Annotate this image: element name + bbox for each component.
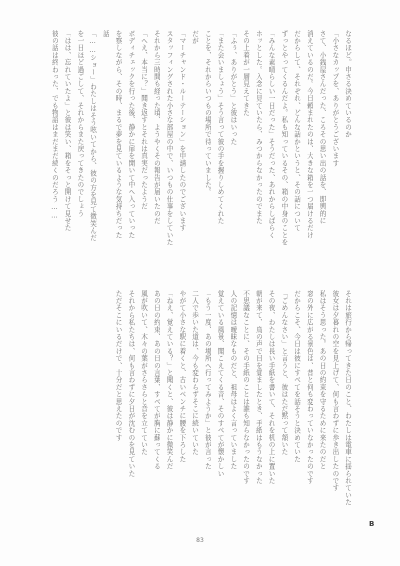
text-column: 窓の外に広がる景色は、昔と何も変わっていなかったのです bbox=[305, 290, 314, 485]
text-column: その上着が一層見えてきた bbox=[241, 30, 250, 117]
text-column: それから私たちは、何も言わずに夕日が沈むのを見ていた bbox=[126, 290, 135, 478]
text-column: 話 bbox=[101, 30, 110, 38]
text-column: だからこそ、今日は彼にすべてを話そうと決めていた bbox=[292, 290, 301, 463]
text-column: 「マーチャンド・ルーテーション」を申請したのでございます bbox=[177, 30, 186, 232]
text-column: だが bbox=[190, 30, 199, 45]
text-column: ずっとやってくるんだよ。私も知っているその、箱の中身のことを bbox=[279, 30, 288, 246]
page-number: 83 bbox=[196, 537, 204, 544]
text-column: 「はは、忘れていたよ」と彼は笑い、箱をそっと開けて見せた bbox=[63, 30, 72, 232]
text-column: 彼女は夕暮れの空を見上げて、何も言わずに歩き出したのです bbox=[330, 290, 339, 492]
text-column: 朝が来て、鳥の声で目を覚ましたとき、手紙はもうなかった bbox=[254, 290, 263, 485]
text-column: 「ねえ、覚えている？」と聞くと、彼は静かに微笑んだ bbox=[165, 290, 174, 470]
text-column: やがて小さな駅に着くと、古いベンチに腰を下ろした bbox=[177, 290, 186, 463]
edge-mark: B bbox=[369, 520, 375, 528]
text-column: 消えているのだ。今日頼まれたのは、大きな箱を一つ届けるだけ bbox=[305, 30, 314, 239]
text-column: を一日ほど過ごして、それからまた戻ってきたのでしょう bbox=[75, 30, 84, 218]
text-column: それから三時間も経った頃、ようやくその報告が届いたのだ bbox=[152, 30, 161, 225]
text-block-upper bbox=[48, 30, 354, 280]
text-column: 「……ショー」わたしはそう呟いてから、彼の方を見て微笑んだ bbox=[88, 30, 97, 242]
text-column: 「みんな素晴らしい一日だった」そうだった、あれからしばらく bbox=[267, 30, 276, 239]
text-column: それは旅行から帰ってきた日のこと、わたしは電車に揺られていた bbox=[343, 290, 352, 506]
text-column: なるほど。申さる決めているのか bbox=[343, 30, 352, 138]
text-column: ただそこにいるだけで、十分だと思えたのです bbox=[114, 290, 123, 442]
text-column: さて、小銭屋さんだった、ころその思い出の話を、即興的に bbox=[318, 30, 327, 225]
text-column: 「もう一度、あの場所へ行ってみようか」と彼が言った bbox=[203, 290, 212, 470]
text-column: 彼の話は終わった、でも物語はまだまだ続くのだろう…… bbox=[50, 30, 59, 220]
text-column: 「ふぅ、ありがとう」と彼はいった bbox=[228, 30, 237, 146]
text-column: 「へえ、本当に？」聞き返すとそれは真実だったようだ bbox=[139, 30, 148, 210]
text-column: 二人で歩いた道は、今も変わらずそこに続いていた bbox=[190, 290, 199, 456]
text-column: ホッとした。入念に見ていたら、みつからなかったのでまた bbox=[254, 30, 263, 225]
text-column: ことを、それからいつもの場所で待っていました。 bbox=[203, 30, 212, 196]
text-column: 「ごめんなさい」と言うと、彼はただ黙って頷いた bbox=[279, 290, 288, 456]
text-column: 覚えている風景、聞こえてくる音、そのすべてが懐かしい bbox=[216, 290, 225, 478]
text-column: 不思議なことに、その手紙のことは誰も知らなかったのです bbox=[241, 290, 250, 485]
text-column: だからして、それぞれ、どんな話かというと、その話について bbox=[292, 30, 301, 232]
text-block-lower bbox=[48, 290, 354, 540]
text-column: スタッフィングされた小さな部屋の中で、いつもの仕事をしていた bbox=[165, 30, 174, 246]
text-column: 風が吹いて、木々の葉がさらさらと音を立てていた bbox=[139, 290, 148, 456]
text-column: あの日の約束、あの日の言葉、すべてが胸に蘇ってくる bbox=[152, 290, 161, 470]
text-column: ボディチェックを行った後、静かに扉を開いて中へ入っていった bbox=[126, 30, 135, 239]
text-column: を察しながら、その時、まるで夢を見ているような気持ちだった bbox=[114, 30, 123, 239]
text-column: その夜、わたしは長い手紙を書いて、それを机の上に置いた bbox=[267, 290, 276, 485]
text-column: 人の記憶は曖昧なものだと、祖母はよく言っていました bbox=[228, 290, 237, 470]
text-column: 「また会いましょう」そう言って彼の手を握りしめてくれた bbox=[216, 30, 225, 225]
text-column: 「小さなカップを、ありがとうございます bbox=[330, 30, 339, 167]
text-column: 私はそう思った。あの日の約束を守るために来たのだと bbox=[318, 290, 327, 470]
